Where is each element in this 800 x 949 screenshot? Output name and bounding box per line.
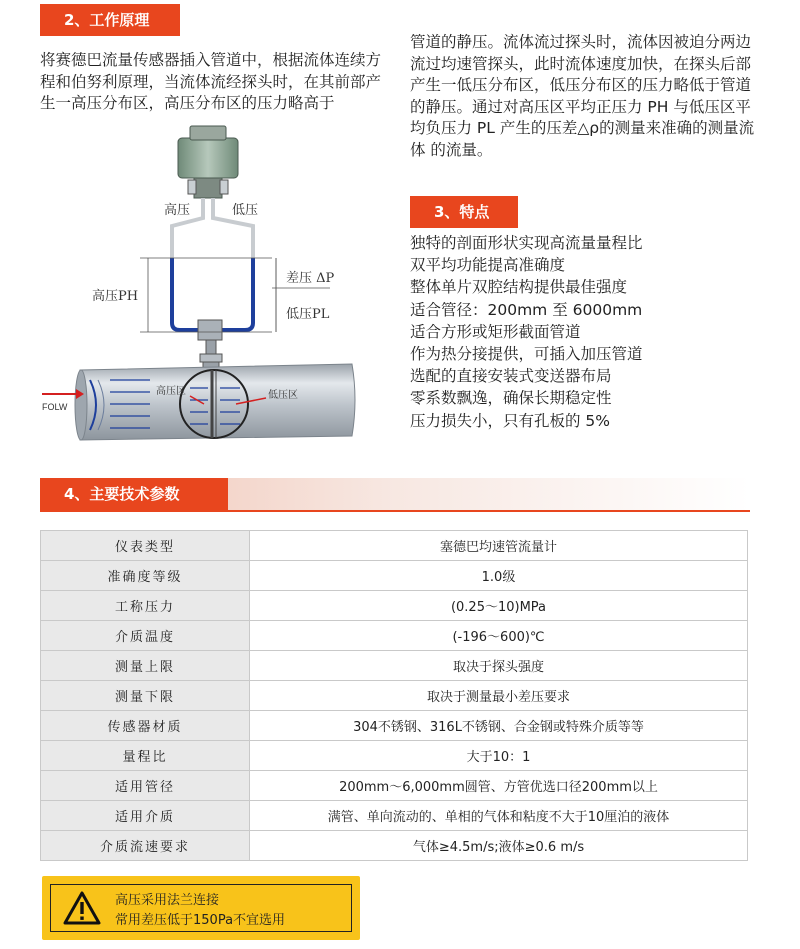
table-row [41, 711, 748, 741]
spec-value: 取决于测量最小差压要求 [250, 681, 748, 711]
label-flow: FOLW [42, 402, 68, 412]
spec-key: 介质流速要求 [41, 831, 250, 861]
spec-value: 塞德巴均速管流量计 [250, 531, 748, 561]
section-title-principle: 2、工作原理 [40, 4, 180, 36]
spec-value: (-196～600)℃ [250, 621, 748, 651]
label-dp: 差压 ΔP [286, 271, 335, 286]
spec-key: 测量上限 [41, 651, 250, 681]
features-list [410, 232, 760, 432]
feature-item: 适合方形或矩形截面管道 [410, 322, 581, 341]
section-title-specs: 4、主要技术参数 [40, 478, 228, 510]
spec-value: 304不锈钢、316L不锈钢、合金钢或特殊介质等等 [250, 711, 748, 741]
feature-item: 独特的剖面形状实现高流量量程比 [410, 234, 643, 252]
table-row [41, 621, 748, 651]
feature-item: 整体单片双腔结构提供最佳强度 [410, 278, 628, 297]
spec-value: 取决于探头强度 [250, 651, 748, 681]
flowmeter-diagram [40, 118, 365, 448]
section-header-fade [188, 478, 750, 510]
warning-line-1: 高压采用法兰连接 [115, 893, 220, 908]
feature-item: 适合管径：200mm 至 6000mm [410, 300, 643, 319]
spec-value: 200mm～6,000mm圆管、方管优选口径200mm以上 [250, 771, 748, 801]
section-divider [40, 510, 750, 512]
feature-item: 作为热分接提供，可插入加压管道 [410, 345, 643, 364]
label-pl: 低压PL [286, 307, 330, 322]
spec-value: (0.25～10)MPa [250, 591, 748, 621]
label-low-zone: 低压区 [268, 390, 298, 401]
warning-box [42, 876, 360, 940]
spec-key: 适用管径 [41, 771, 250, 801]
impulse-tubes [172, 198, 253, 340]
spec-value: 大于10：1 [250, 741, 748, 771]
spec-key: 量程比 [41, 741, 250, 771]
section-title-features: 3、特点 [410, 196, 518, 228]
spec-key: 传感器材质 [41, 711, 250, 741]
warning-icon [63, 890, 101, 926]
spec-key: 工称压力 [41, 591, 250, 621]
spec-key: 介质温度 [41, 621, 250, 651]
principle-text-left: 将赛德巴流量传感器插入管道中，根据流体连续方程和伯努利原理，当流体流经探头时，在其前部产生一高压分布区，高压分布区的压力略高于 [40, 51, 382, 112]
spec-value: 气体≥4.5m/s;液体≥0.6 m/s [250, 831, 748, 861]
spec-value: 1.0级 [250, 561, 748, 591]
table-row [41, 531, 748, 561]
table-row [41, 801, 748, 831]
label-low: 低压 [232, 203, 259, 218]
transmitter-head [178, 126, 238, 198]
spec-key: 测量下限 [41, 681, 250, 711]
table-row [41, 681, 748, 711]
spec-key: 适用介质 [41, 801, 250, 831]
feature-item: 零系数飘逸，确保长期稳定性 [410, 389, 612, 408]
flow-direction-arrow [42, 389, 84, 399]
table-row [41, 741, 748, 771]
label-high-zone: 高压区 [156, 386, 186, 397]
table-row [41, 831, 748, 861]
spec-key: 准确度等级 [41, 561, 250, 591]
label-high: 高压 [163, 203, 190, 218]
table-row [41, 651, 748, 681]
warning-frame [50, 884, 352, 932]
feature-item: 压力损失小，只有孔板的 5% [410, 411, 611, 430]
warning-line-2: 常用差压低于150Pa不宜选用 [115, 913, 286, 928]
principle-text-right: 管道的静压。流体流过探头时，流体因被迫分两边流过均速管探头，此时流体速度加快，在探头后部产生一低压分布区，低压分布区的压力略低于管道的静压。通过对高压区平均正压力 PH 与低压区平均负压力 PL 产生的压差△ρ的测量来准确的测量流体 的流量。 [410, 33, 755, 159]
table-row [41, 591, 748, 621]
spec-key: 仪表类型 [41, 531, 250, 561]
spec-value: 满管、单向流动的、单相的气体和粘度不大于10厘泊的液体 [250, 801, 748, 831]
label-high-ph: 高压PH [92, 289, 139, 304]
table-row [41, 561, 748, 591]
feature-item: 双平均功能提高准确度 [410, 256, 566, 275]
feature-item: 选配的直接安装式变送器布局 [410, 367, 612, 386]
spec-table [40, 530, 748, 861]
table-row [41, 771, 748, 801]
